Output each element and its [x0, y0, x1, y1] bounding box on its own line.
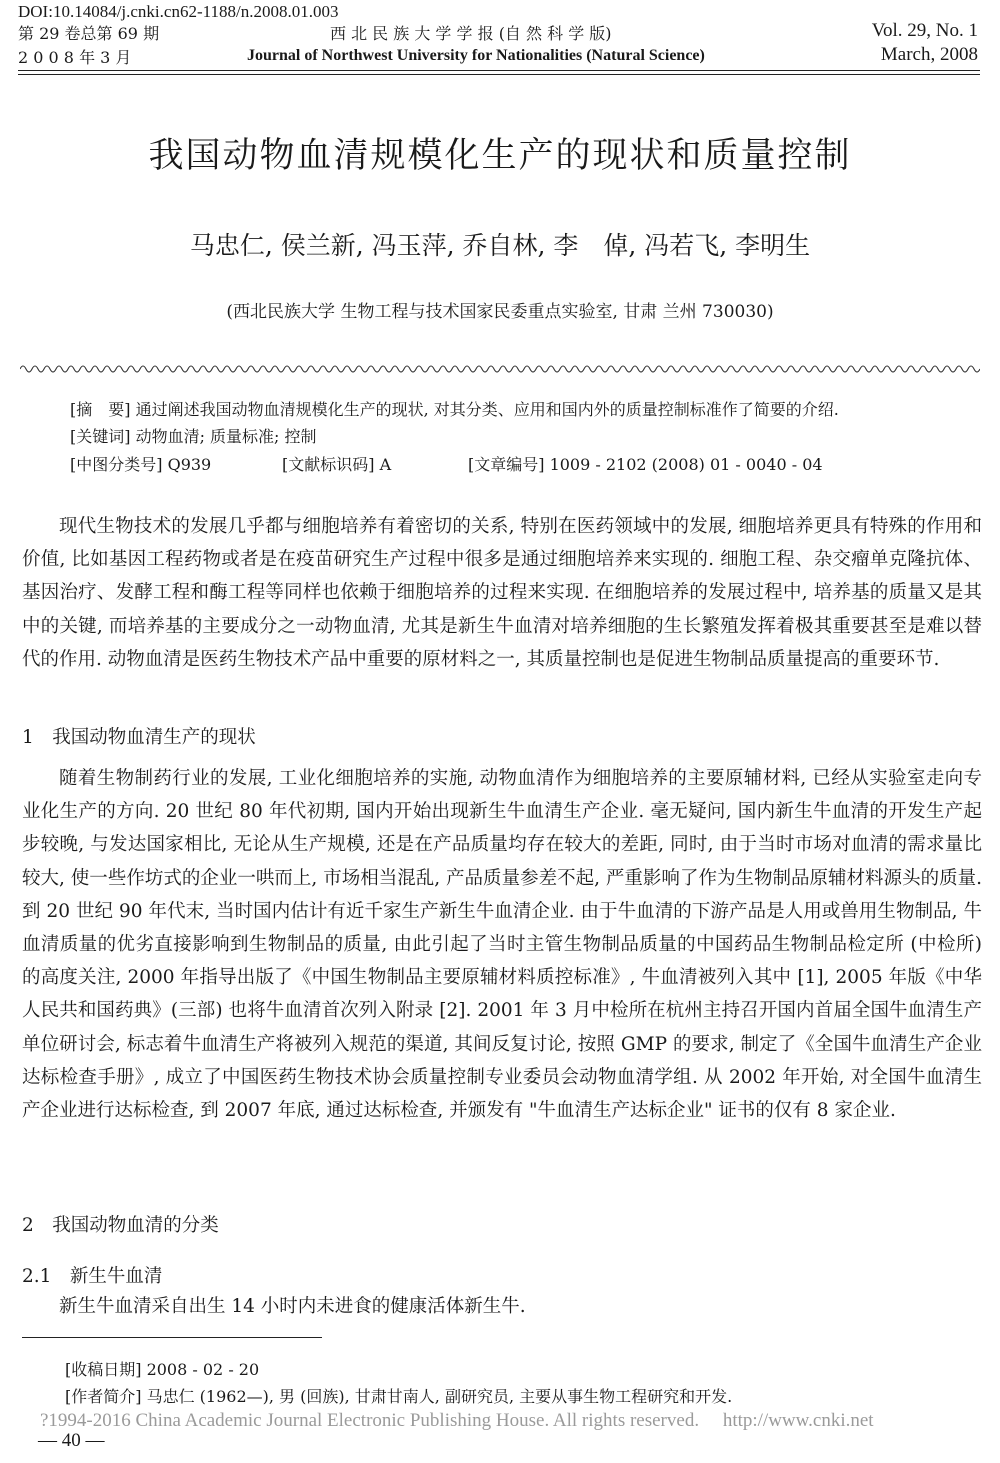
footnote-rule: [22, 1337, 322, 1338]
doi-line: DOI:10.14084/j.cnki.cn62-1188/n.2008.01.003: [18, 2, 339, 21]
journal-name-en: Journal of Northwest University for Nationalities (Natural Science): [247, 47, 705, 64]
header-rule-1: [18, 70, 980, 71]
document-code: [文献标识码] A: [282, 455, 392, 474]
received-date-note: [收稿日期] 2008 - 02 - 20: [65, 1360, 260, 1379]
author-bio-note: [作者简介] 马忠仁 (1962—), 男 (回族), 甘肃甘南人, 副研究员, 主要从事生物工程研究和开发.: [65, 1387, 733, 1406]
page-number: — 40 —: [38, 1430, 105, 1451]
section-2-1-paragraph: 新生牛血清采自出生 14 小时内未进食的健康活体新生牛.: [59, 1296, 526, 1317]
volume-en: Vol. 29, No. 1: [871, 20, 978, 41]
section-2-heading: 2 我国动物血清的分类: [22, 1215, 219, 1236]
copyright-watermark: ?1994-2016 China Academic Journal Electronic Publishing House. All rights reserved. http://www.cnki.net: [40, 1410, 874, 1431]
section-1-paragraph: 随着生物制药行业的发展, 工业化细胞培养的实施, 动物血清作为细胞培养的主要原辅材料, 已经从实验室走向专业化生产的方向. 20 世纪 80 年代初期, 国内开始出现新生牛血清生产企业. 毫无疑问, 国内新生牛血清的开发生产起步较晚, 与发达国家相比, 无论从生产规模, 还是在产品质量均存在较大的差距, 同时, 由于当时市场对血清的需求量比较大, 使一些作坊式的企业一哄而上, 市场相当混乱, 产品质量参差不起, 严重影响了作为生物制品原辅材料源头的质量. 到 20 世纪 90 年代末, 当时国内估计有近千家生产新生牛血清企业. 由于牛血清的下游产品是人用或兽用生物制品, 牛血清质量的优劣直接影响到生物制品的质量, 由此引起了当时主管生物制品质量的中国药品生物制品检定所 (中检所) 的高度关注, 2000 年指导出版了《中国生物制品主要原辅材料质控标准》, 牛血清被列入其中 [1], 2005 年版《中华人民共和国药典》(三部) 也将牛血清首次列入附录 [2]. 2001 年 3 月中检所在杭州主持召开国内首届全国牛血清生产单位研讨会, 标志着牛血清生产将被列入规范的渠道, 其间反复讨论, 按照 GMP 的要求, 制定了《全国牛血清生产企业达标检查手册》, 成立了中国医药生物技术协会质量控制专业委员会动物血清学组. 从 2002 年开始, 对全国牛血清生产企业进行达标检查, 到 2007 年底, 通过达标检查, 并颁发有 "牛血清生产达标企业" 证书的仅有 8 家企业.: [22, 768, 982, 1122]
author-list: 马忠仁, 侯兰新, 冯玉萍, 乔自林, 李 倬, 冯若飞, 李明生: [189, 231, 811, 260]
section-1-heading: 1 我国动物血清生产的现状: [22, 727, 256, 748]
journal-name-cn: 西 北 民 族 大 学 学 报 (自 然 科 学 版): [330, 24, 612, 43]
intro-paragraph: 现代生物技术的发展几乎都与细胞培养有着密切的关系, 特别在医药领域中的发展, 细胞培养更具有特殊的作用和价值, 比如基因工程药物或者是在疫苗研究生产过程中很多是通过细胞培养来实现的. 细胞工程、杂交瘤单克隆抗体、基因治疗、发酵工程和酶工程等同样也依赖于细胞培养的过程来实现. 在细胞培养的发展过程中, 培养基的质量又是其中的关键, 而培养基的主要成分之一动物血清, 尤其是新生牛血清对培养细胞的生长繁殖发挥着极其重要甚至是难以替代的作用. 动物血清是医药生物技术产品中重要的原材料之一, 其质量控制也是促进生物制品质量提高的重要环节.: [22, 516, 982, 670]
keywords-line: [关键词] 动物血清; 质量标准; 控制: [70, 427, 317, 446]
clc-number: [中图分类号] Q939: [70, 455, 212, 474]
affiliation: (西北民族大学 生物工程与技术国家民委重点实验室, 甘肃 兰州 730030): [226, 302, 774, 322]
article-title: 我国动物血清规模化生产的现状和质量控制: [148, 136, 852, 176]
article-number: [文章编号] 1009 - 2102 (2008) 01 - 0040 - 04: [468, 455, 823, 474]
header-rule-2: [18, 74, 980, 75]
wavy-divider: [20, 362, 980, 376]
section-2-1-heading: 2.1 新生牛血清: [22, 1266, 163, 1287]
volume-issue-cn: 第 29 卷总第 69 期: [18, 24, 160, 43]
date-cn: 2 0 0 8 年 3 月: [18, 48, 132, 67]
abstract-line: [摘 要] 通过阐述我国动物血清规模化生产的现状, 对其分类、应用和国内外的质量控制标准作了简要的介绍.: [70, 400, 839, 419]
date-en: March, 2008: [880, 44, 978, 65]
